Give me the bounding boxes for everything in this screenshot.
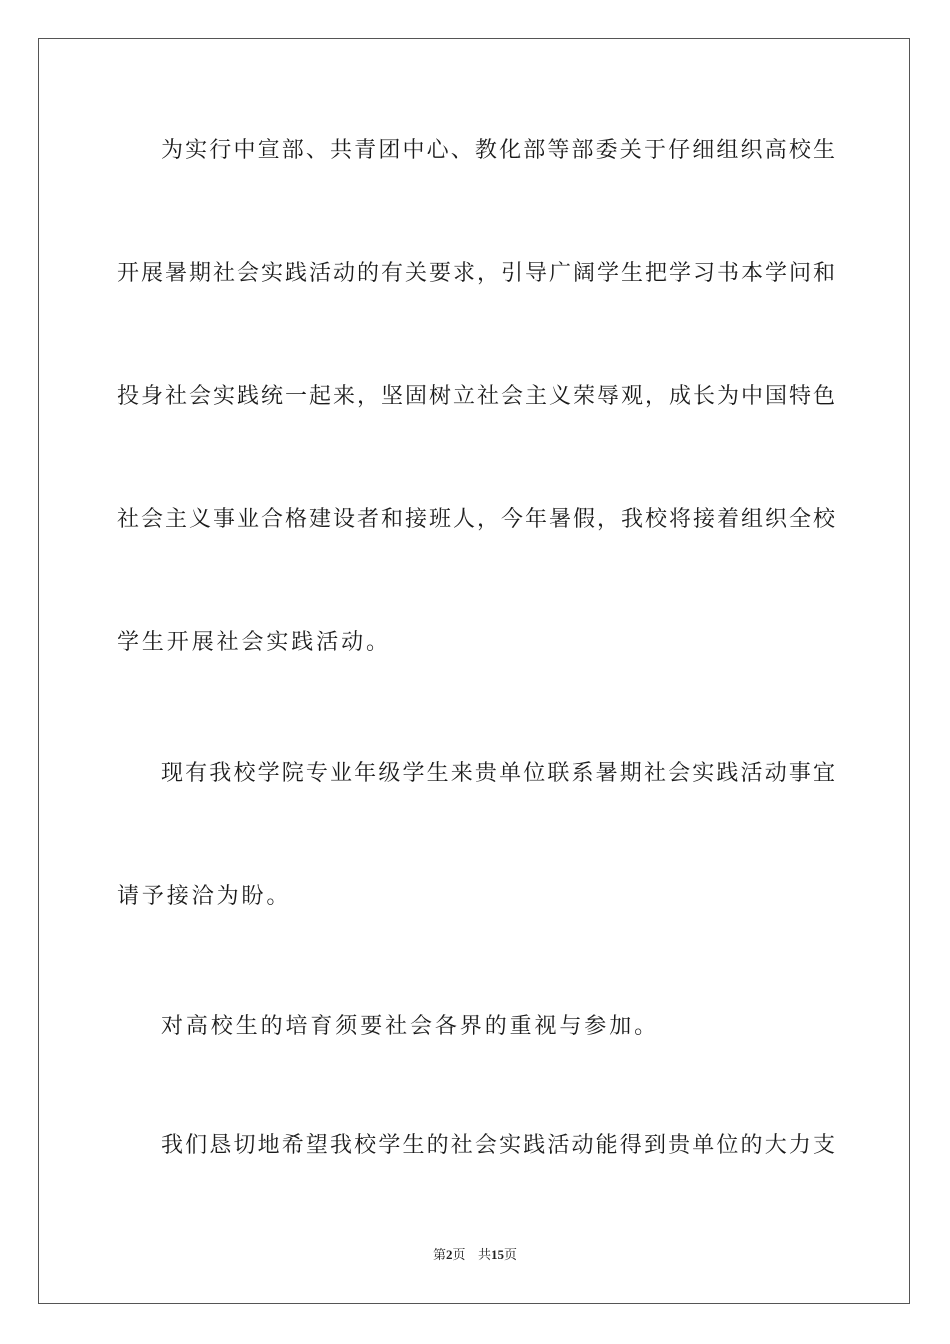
paragraph-2-line-1: 现有我校学院专业年级学生来贵单位联系暑期社会实践活动事宜 [161, 761, 835, 786]
footer-total-pages: 15 [490, 1247, 504, 1262]
paragraph-4-line-1: 我们恳切地希望我校学生的社会实践活动能得到贵单位的大力支 [161, 1133, 835, 1158]
paragraph-3-line-1: 对高校生的培育须要社会各界的重视与参加。 [161, 1014, 660, 1039]
paragraph-1-line-1: 为实行中宣部、共青团中心、教化部等部委关于仔细组织高校生 [161, 138, 835, 163]
footer-current-page: 2 [446, 1247, 453, 1262]
footer-page-suffix: 页 [503, 1248, 517, 1263]
paragraph-1-line-5: 学生开展社会实践活动。 [117, 630, 391, 655]
paragraph-1-line-2: 开展暑期社会实践活动的有关要求，引导广阔学生把学习书本学问和 [117, 261, 835, 286]
paragraph-2-line-2: 请予接洽为盼。 [117, 884, 292, 909]
paragraph-1-line-4: 社会主义事业合格建设者和接班人，今年暑假，我校将接着组织全校 [117, 507, 835, 532]
footer-page-prefix: 第 [433, 1248, 447, 1263]
footer-page-mid: 页 共 [452, 1248, 491, 1263]
page-border [38, 38, 910, 1304]
paragraph-1-line-3: 投身社会实践统一起来，坚固树立社会主义荣辱观，成长为中国特色 [117, 384, 835, 409]
page-footer [0, 1246, 950, 1265]
